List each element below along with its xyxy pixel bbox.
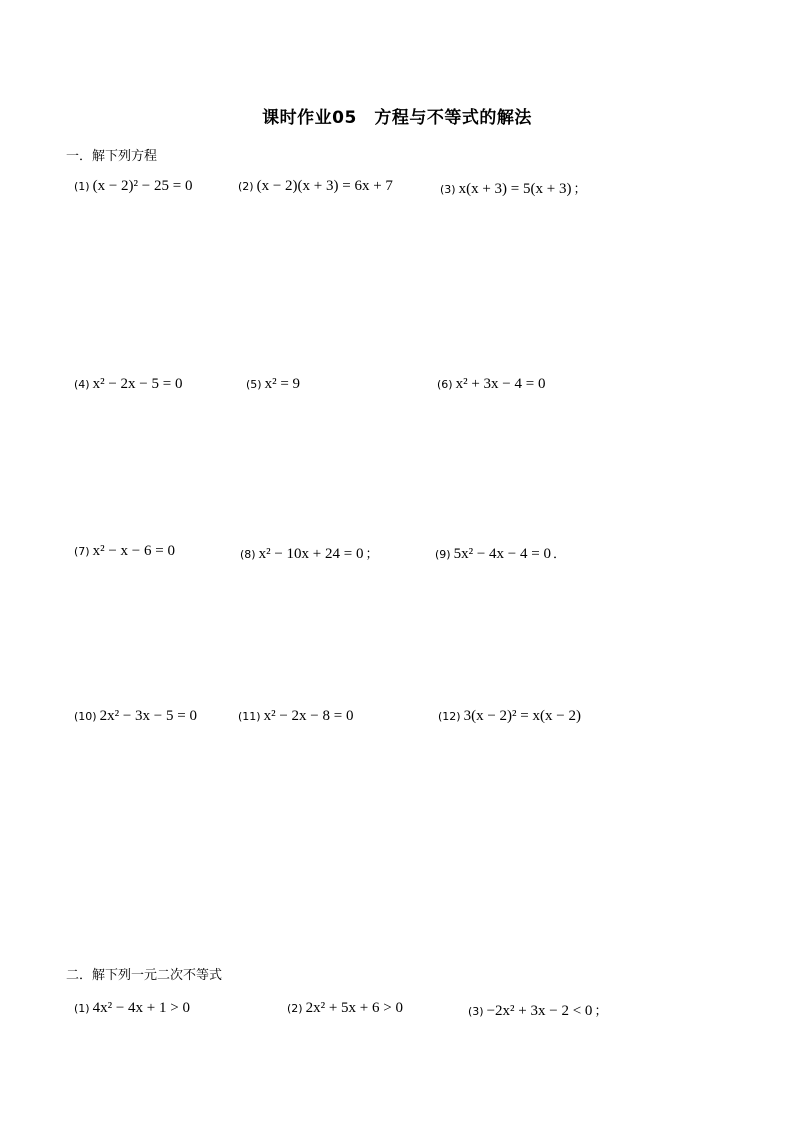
equation-3 [440, 178, 586, 198]
problem-number: (2) [238, 180, 254, 193]
equation-expression: x² − 2x − 8 = 0 [263, 708, 354, 724]
equation-expression: x² − x − 6 = 0 [92, 543, 175, 559]
equation-expression: (x − 2)(x + 3) = 6x + 7 [256, 178, 393, 194]
problem-number: (8) [240, 548, 256, 561]
equation-1 [74, 178, 194, 195]
problem-number: (5) [246, 378, 262, 391]
inequality-1 [74, 1000, 192, 1017]
equation-expression: x² − 2x − 5 = 0 [92, 376, 183, 392]
problem-number: (4) [74, 378, 90, 391]
equation-expression: 2x² − 3x − 5 = 0 [99, 708, 197, 724]
equation-expression: x² + 3x − 4 = 0 [455, 376, 546, 392]
equation-4 [74, 376, 184, 393]
equation-11 [238, 708, 355, 725]
problem-number: (3) [468, 1005, 484, 1018]
equation-expression: 5x² − 4x − 4 = 0 [453, 546, 551, 562]
problem-number: (12) [438, 710, 461, 723]
equation-10 [74, 708, 199, 725]
punctuation: ； [594, 1004, 608, 1019]
inequality-3 [468, 1000, 607, 1020]
punctuation: ． [552, 547, 566, 562]
equation-expression: x(x + 3) = 5(x + 3) [458, 181, 572, 197]
inequality-expression: −2x² + 3x − 2 < 0 [486, 1003, 593, 1019]
problem-number: (6) [437, 378, 453, 391]
equation-2 [238, 178, 395, 195]
problem-number: (10) [74, 710, 97, 723]
problem-number: (7) [74, 545, 90, 558]
equation-expression: x² = 9 [264, 376, 301, 392]
problem-number: (11) [238, 710, 261, 723]
problem-number: (3) [440, 183, 456, 196]
inequality-2 [287, 1000, 405, 1017]
equation-expression: (x − 2)² − 25 = 0 [92, 178, 193, 194]
equation-8 [240, 543, 379, 563]
section-2-heading: 二．解下列一元二次不等式 [66, 968, 223, 983]
punctuation: ； [573, 182, 587, 197]
problem-number: (1) [74, 1002, 90, 1015]
equation-9 [435, 543, 566, 563]
equation-expression: 3(x − 2)² = x(x − 2) [463, 708, 581, 724]
section-1-heading: 一．解下列方程 [66, 149, 158, 164]
equation-5 [246, 376, 302, 393]
inequality-expression: 2x² + 5x + 6 > 0 [305, 1000, 403, 1016]
equation-expression: x² − 10x + 24 = 0 [258, 546, 364, 562]
inequality-expression: 4x² − 4x + 1 > 0 [92, 1000, 190, 1016]
page-title: 课时作业05 方程与不等式的解法 [262, 108, 532, 128]
equation-12 [438, 708, 583, 725]
equation-6 [437, 376, 547, 393]
equation-7 [74, 543, 177, 560]
problem-number: (2) [287, 1002, 303, 1015]
problem-number: (9) [435, 548, 451, 561]
punctuation: ； [365, 547, 379, 562]
problem-number: (1) [74, 180, 90, 193]
